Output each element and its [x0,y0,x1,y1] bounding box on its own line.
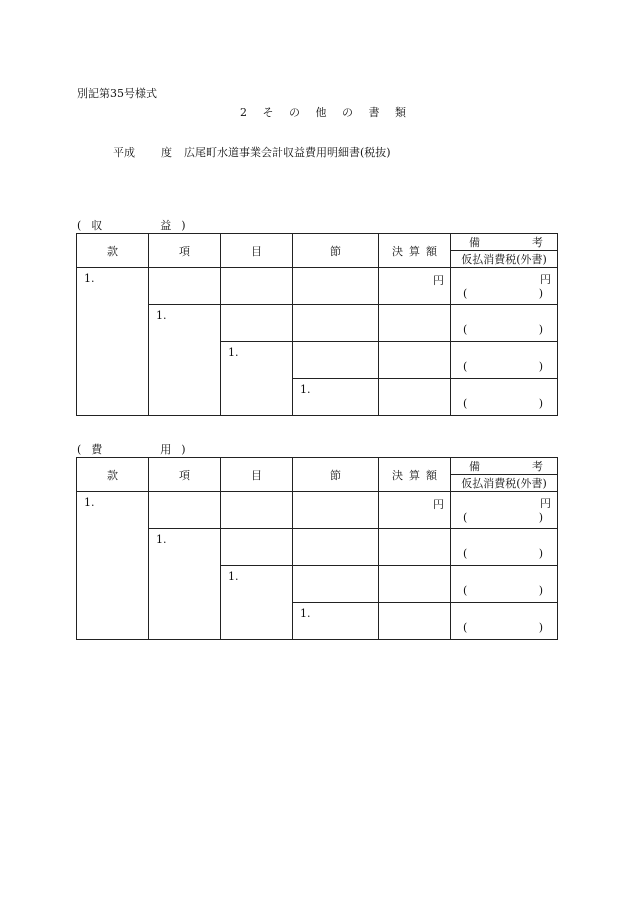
setsu-cell [293,529,379,566]
header-kessan: 決 算 額 [379,234,451,268]
tax-cell: ( ) [451,566,558,603]
fiscal-year-label: 度 [161,146,172,159]
amount-cell [379,379,451,416]
moku-cell [221,305,293,342]
header-kan: 款 [77,458,149,492]
amount-cell [379,529,451,566]
title-char: 類 [395,106,406,119]
setsu-cell [293,492,379,529]
header-kou: 項 [149,234,221,268]
header-bikou-sub: 仮払消費税(外書) [451,251,558,268]
expense-table [76,457,558,640]
amount-cell [379,305,451,342]
kou-cell [149,268,221,305]
amount-cell: 円 [379,268,451,305]
section-char: 収 [91,219,103,232]
title-char: の [342,106,353,119]
tax-cell: ( ) [451,529,558,566]
revenue-table [76,233,558,416]
form-number-label: 別記第35号様式 [77,87,157,100]
section-close-paren: ) [181,443,186,456]
title-char: 他 [315,106,327,119]
era-label: 平成 [113,146,135,159]
tax-cell: ( ) [451,305,558,342]
setsu-cell [293,305,379,342]
expense-section-label [77,441,186,457]
revenue-section-label [77,217,186,233]
section-close-paren: ) [181,219,186,232]
section-char: 益 [160,219,172,232]
kan-cell: 1. [77,492,149,640]
tax-cell: ( ) [451,603,558,640]
moku-cell: 1. [221,342,293,416]
kou-cell: 1. [149,305,221,416]
header-setsu: 節 [293,458,379,492]
header-setsu: 節 [293,234,379,268]
statement-name: 広尾町水道事業会計収益費用明細書(税抜) [184,146,391,159]
moku-cell [221,529,293,566]
amount-cell [379,342,451,379]
section-char: 費 [91,443,103,456]
setsu-cell: 1. [293,603,379,640]
document-title [240,104,418,120]
header-moku: 目 [221,234,293,268]
tax-cell: ( ) [451,379,558,416]
header-bikou: 備 考 [451,234,558,251]
section-open-paren: ( [77,443,82,456]
tax-cell: 円 ( ) [451,492,558,529]
header-kessan: 決 算 額 [379,458,451,492]
section-open-paren: ( [77,219,82,232]
moku-cell [221,268,293,305]
tax-cell: ( ) [451,342,558,379]
section-char: 用 [160,443,172,456]
setsu-cell [293,566,379,603]
amount-cell: 円 [379,492,451,529]
tax-cell: 円 ( ) [451,268,558,305]
setsu-cell [293,342,379,379]
moku-cell: 1. [221,566,293,640]
amount-cell [379,566,451,603]
kou-cell: 1. [149,529,221,640]
statement-subtitle [113,144,391,160]
header-kou: 項 [149,458,221,492]
kou-cell [149,492,221,529]
setsu-cell: 1. [293,379,379,416]
title-char: 2 [240,106,247,119]
kan-cell: 1. [77,268,149,416]
title-char: 書 [368,106,380,119]
setsu-cell [293,268,379,305]
header-moku: 目 [221,458,293,492]
moku-cell [221,492,293,529]
header-bikou: 備 考 [451,458,558,475]
amount-cell [379,603,451,640]
header-kan: 款 [77,234,149,268]
title-char: そ [262,106,274,119]
header-bikou-sub: 仮払消費税(外書) [451,475,558,492]
title-char: の [289,106,300,119]
